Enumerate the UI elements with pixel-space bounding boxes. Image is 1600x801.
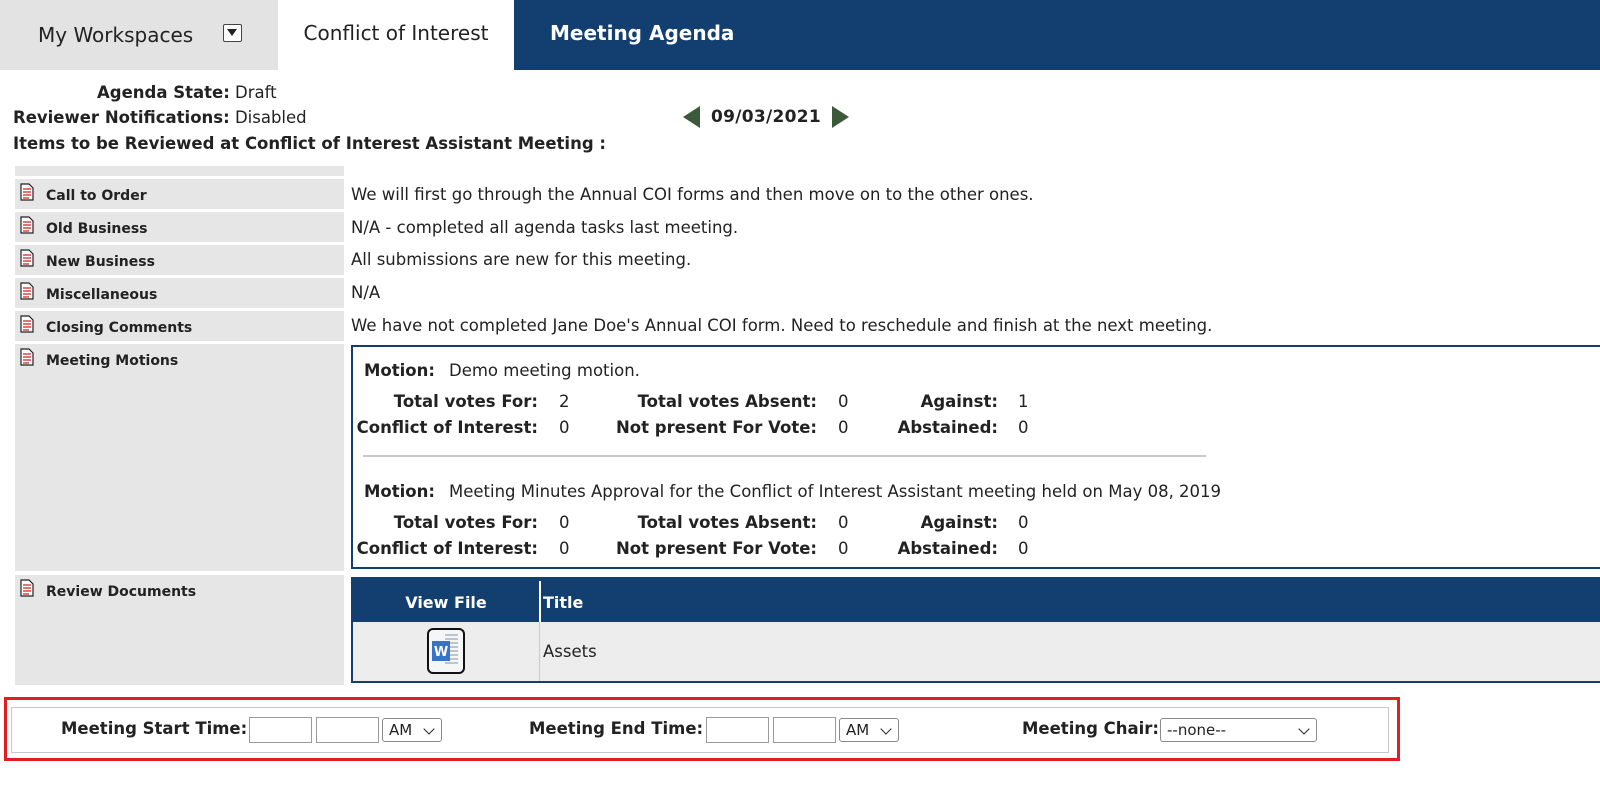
cell-divider <box>539 622 540 681</box>
top-nav-bar <box>0 0 1600 70</box>
previous-date-arrow-icon[interactable] <box>683 106 700 128</box>
row-old-business <box>15 212 344 242</box>
abstained-value: 0 <box>1018 418 1029 437</box>
votes-for-value: 2 <box>559 392 570 411</box>
row-miscellaneous <box>15 278 344 308</box>
end-ampm-value: AM <box>846 721 870 739</box>
items-heading <box>13 134 606 153</box>
start-ampm-value: AM <box>389 721 413 739</box>
table-header <box>353 577 1600 622</box>
motion-text: Meeting Minutes Approval for the Conflict of Interest Assistant meeting held on May 08, 2019 <box>449 482 1222 501</box>
title-header[interactable]: Title <box>543 593 584 612</box>
votes-absent-value: 0 <box>838 513 849 532</box>
start-hour-input[interactable] <box>249 717 312 743</box>
motion-text: Demo meeting motion. <box>449 361 640 380</box>
start-ampm-select[interactable] <box>382 718 442 742</box>
votes-absent-value: 0 <box>838 392 849 411</box>
abstained-label: Abstained: <box>897 539 998 558</box>
document-title: Assets <box>543 642 597 661</box>
closing-comments-text: We have not completed Jane Doe's Annual COI form. Need to reschedule and finish at the next meeting. <box>351 316 1213 335</box>
new-business-text: All submissions are new for this meeting. <box>351 250 692 269</box>
meeting-chair-value: --none-- <box>1167 721 1227 739</box>
agenda-state-value: Draft <box>235 83 277 102</box>
document-icon[interactable] <box>20 282 34 300</box>
votes-absent-label: Total votes Absent: <box>637 513 817 532</box>
end-minute-input[interactable] <box>773 717 836 743</box>
votes-absent-label: Total votes Absent: <box>637 392 817 411</box>
document-icon[interactable] <box>20 348 34 366</box>
word-document-icon[interactable] <box>425 627 467 675</box>
tab-meeting-agenda[interactable] <box>550 0 734 70</box>
row-label: Meeting Motions <box>46 353 179 369</box>
my-workspaces-menu[interactable] <box>0 0 278 70</box>
coi-value: 0 <box>559 539 570 558</box>
my-workspaces-label: My Workspaces <box>38 23 194 47</box>
dropdown-caret-icon[interactable] <box>223 24 242 42</box>
meeting-end-label: Meeting End Time: <box>529 719 704 738</box>
against-label: Against: <box>920 392 998 411</box>
meeting-motions-panel <box>351 345 1600 569</box>
row-review-documents <box>15 575 344 685</box>
not-present-value: 0 <box>838 539 849 558</box>
header-divider <box>539 581 541 622</box>
row-call-to-order <box>15 179 344 209</box>
coi-value: 0 <box>559 418 570 437</box>
row-closing-comments <box>15 311 344 341</box>
call-to-order-text: We will first go through the Annual COI forms and then move on to the other ones. <box>351 185 1034 204</box>
votes-for-value: 0 <box>559 513 570 532</box>
old-business-text: N/A - completed all agenda tasks last meeting. <box>351 218 739 237</box>
notifications-value: Disabled <box>234 108 307 127</box>
row-label: New Business <box>46 254 155 270</box>
document-icon[interactable] <box>20 183 34 201</box>
motion-label: Motion: <box>364 361 435 380</box>
next-date-arrow-icon[interactable] <box>832 106 849 128</box>
table-row <box>353 622 1600 681</box>
miscellaneous-text: N/A <box>351 283 381 302</box>
agenda-state <box>97 83 277 102</box>
meeting-chair-select[interactable] <box>1160 718 1317 742</box>
row-label: Miscellaneous <box>46 287 158 303</box>
document-icon[interactable] <box>20 315 34 333</box>
row-label: Old Business <box>46 221 148 237</box>
tab-coi-label: Conflict of Interest <box>303 21 489 45</box>
abstained-label: Abstained: <box>897 418 998 437</box>
meeting-chair-label: Meeting Chair: <box>1022 719 1160 738</box>
view-file-header[interactable]: View File <box>405 593 487 612</box>
coi-label: Conflict of Interest: <box>356 418 538 437</box>
chevron-down-icon <box>880 723 891 734</box>
not-present-value: 0 <box>838 418 849 437</box>
coi-label: Conflict of Interest: <box>356 539 538 558</box>
meeting-start-label: Meeting Start Time: <box>61 719 248 738</box>
document-icon[interactable] <box>20 249 34 267</box>
row-new-business <box>15 245 344 275</box>
meeting-date: 09/03/2021 <box>711 107 822 127</box>
row-meeting-motions <box>15 344 344 571</box>
row-label: Call to Order <box>46 188 147 204</box>
review-documents-table <box>351 577 1600 683</box>
reviewer-notifications <box>13 108 307 127</box>
abstained-value: 0 <box>1018 539 1029 558</box>
date-navigator <box>683 104 849 130</box>
end-hour-input[interactable] <box>706 717 769 743</box>
row-label: Closing Comments <box>46 320 193 336</box>
scrolled-row-remnant <box>15 166 344 176</box>
not-present-label: Not present For Vote: <box>615 418 817 437</box>
tab-agenda-label: Meeting Agenda <box>550 21 735 45</box>
row-label: Review Documents <box>46 584 197 600</box>
against-value: 1 <box>1018 392 1029 411</box>
not-present-label: Not present For Vote: <box>615 539 817 558</box>
agenda-state-label: Agenda State: <box>97 83 230 102</box>
document-icon[interactable] <box>20 579 34 597</box>
chevron-down-icon <box>423 723 434 734</box>
notifications-label: Reviewer Notifications: <box>13 108 230 127</box>
document-icon[interactable] <box>20 216 34 234</box>
start-minute-input[interactable] <box>316 717 379 743</box>
votes-for-label: Total votes For: <box>393 392 538 411</box>
svg-text:W: W <box>433 645 449 660</box>
items-heading-text: Items to be Reviewed at Conflict of Interest Assistant Meeting : <box>13 134 606 153</box>
motion-divider <box>363 455 1206 457</box>
end-ampm-select[interactable] <box>839 718 899 742</box>
against-value: 0 <box>1018 513 1029 532</box>
chevron-down-icon <box>1298 723 1309 734</box>
tab-conflict-of-interest[interactable] <box>278 0 514 70</box>
votes-for-label: Total votes For: <box>393 513 538 532</box>
motion-label: Motion: <box>364 482 435 501</box>
against-label: Against: <box>920 513 998 532</box>
